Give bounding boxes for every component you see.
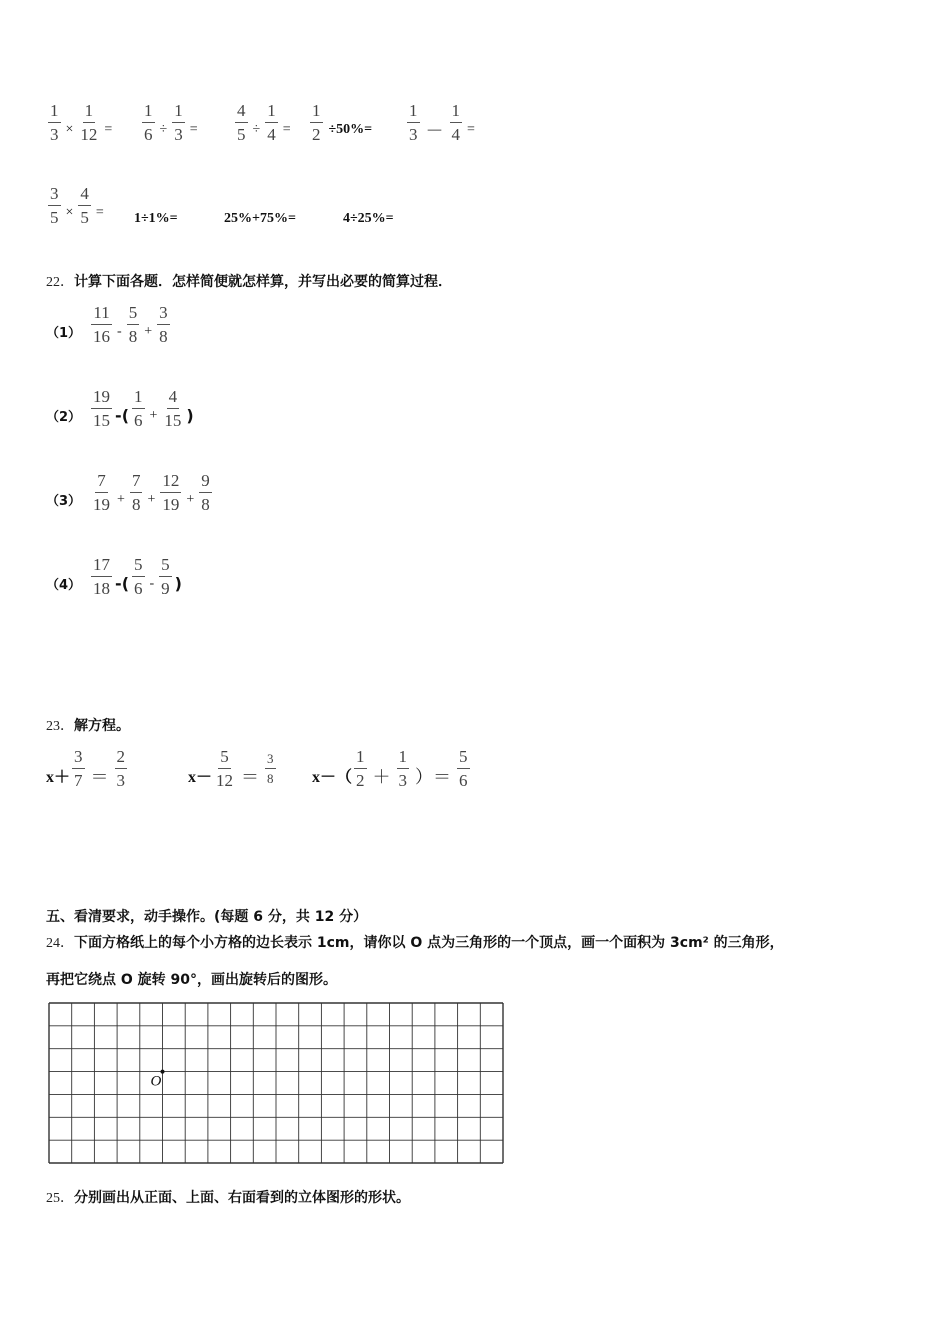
item-label: （1） xyxy=(46,326,82,341)
equals-sign: = xyxy=(282,121,291,137)
equation-1 xyxy=(46,748,129,789)
equals-sign: = xyxy=(95,204,104,220)
operator: -( xyxy=(115,406,129,425)
expr-row1-item3 xyxy=(233,102,294,143)
section-5-heading: 五、看清要求，动手操作。(每题 6 分，共 12 分） xyxy=(46,909,368,925)
question-number: 24． xyxy=(46,936,74,951)
question-text: 下面方格纸上的每个小方格的边长表示 1cm，请你以 O 点为三角形的一个顶点，画一个面积为 3cm² 的三角形， xyxy=(74,935,784,951)
question-24-line1 xyxy=(46,932,784,952)
item-label: （4） xyxy=(46,578,82,593)
question-title: 解方程。 xyxy=(74,718,130,734)
fraction: $\frac{3}{8}$ xyxy=(267,751,274,786)
equation-lhs: x＋ xyxy=(46,769,71,786)
question-title: 分别画出从正面、上面、右面看到的立体图形的形状。 xyxy=(74,1190,410,1206)
fraction: $\frac{4}{5}$ xyxy=(237,101,246,144)
fraction: $\frac{19}{15}$ xyxy=(93,387,111,430)
q22-item-3 xyxy=(46,472,214,513)
q22-item-1 xyxy=(46,304,172,345)
expr-row1-item4 xyxy=(308,102,372,143)
fraction: $\frac{1}{3}$ xyxy=(409,101,418,144)
closing-paren-equals: ）＝ xyxy=(415,766,452,788)
fraction: $\frac{5}{8}$ xyxy=(128,303,138,346)
fraction: $\frac{1}{4}$ xyxy=(267,101,276,144)
operator: × xyxy=(65,121,74,137)
operator: + xyxy=(147,491,156,507)
closing-paren: ) xyxy=(186,406,194,425)
fraction: $\frac{5}{6}$ xyxy=(134,555,143,598)
equation-lhs: x－（ xyxy=(312,769,353,786)
expression-plain: 25%+75%= xyxy=(224,211,296,226)
expression-plain: 4÷25%= xyxy=(343,211,394,226)
fraction: $\frac{4}{5}$ xyxy=(80,184,89,227)
operator: + xyxy=(149,407,158,423)
operator: ÷ xyxy=(159,121,168,137)
item-label: （3） xyxy=(46,494,82,509)
fraction: $\frac{1}{3}$ xyxy=(174,101,183,144)
fraction: $\frac{3}{8}$ xyxy=(159,303,168,346)
fraction: $\frac{5}{9}$ xyxy=(161,555,170,598)
grid-paper xyxy=(48,1002,504,1164)
question-24-line2: 再把它绕点 O 旋转 90°，画出旋转后的图形。 xyxy=(46,972,338,988)
operator: ＋ xyxy=(372,766,391,788)
question-number: 23． xyxy=(46,719,74,734)
expr-row1-item1 xyxy=(46,102,115,143)
question-title: 计算下面各题．怎样简便就怎样算，并写出必要的简算过程． xyxy=(74,274,452,290)
equals-sign: = xyxy=(104,121,113,137)
closing-paren: ) xyxy=(174,574,182,593)
equals-sign: = xyxy=(467,121,475,137)
fraction: $\frac{1}{3}$ xyxy=(50,101,59,144)
operator: + xyxy=(144,323,153,339)
operator: × xyxy=(65,204,74,220)
fraction: $\frac{11}{16}$ xyxy=(93,303,111,346)
q22-item-2 xyxy=(46,388,195,429)
operator: - xyxy=(117,323,122,339)
equation-3 xyxy=(312,748,472,789)
operator: -( xyxy=(115,574,129,593)
fraction: $\frac{5}{6}$ xyxy=(459,747,468,790)
point-o-label: O xyxy=(150,1073,162,1090)
fraction: $\frac{2}{3}$ xyxy=(116,747,126,790)
expr-row1-item2 xyxy=(140,102,201,143)
fraction: $\frac{1}{12}$ xyxy=(80,101,98,144)
question-23-heading xyxy=(46,715,130,735)
expression-tail: ÷50%= xyxy=(328,121,373,137)
fraction: $\frac{3}{5}$ xyxy=(50,184,59,227)
expr-row2-item1 xyxy=(46,185,107,226)
fraction: $\frac{1}{6}$ xyxy=(134,387,143,430)
fraction: $\frac{12}{19}$ xyxy=(162,471,180,514)
operator: + xyxy=(117,491,125,507)
fraction: $\frac{4}{15}$ xyxy=(164,387,182,430)
q22-item-4 xyxy=(46,556,183,597)
operator: + xyxy=(186,491,195,507)
operator: － xyxy=(425,120,444,142)
fraction: $\frac{7}{8}$ xyxy=(131,471,141,514)
fraction: $\frac{17}{18}$ xyxy=(93,555,111,598)
equals-sign: ＝ xyxy=(90,766,109,788)
question-22-heading xyxy=(46,271,452,291)
expr-row1-item5 xyxy=(405,102,478,143)
equals-sign: = xyxy=(189,121,198,137)
fraction: $\frac{1}{4}$ xyxy=(451,101,460,144)
expression-plain: 1÷1%= xyxy=(134,211,178,226)
equation-2 xyxy=(188,748,278,789)
fraction: $\frac{5}{12}$ xyxy=(216,747,234,790)
item-label: （2） xyxy=(46,410,82,425)
equation-lhs: x－ xyxy=(188,769,213,786)
question-number: 25． xyxy=(46,1191,74,1206)
fraction: $\frac{1}{2}$ xyxy=(312,101,321,144)
operator: - xyxy=(149,575,155,591)
fraction: $\frac{1}{6}$ xyxy=(144,101,153,144)
fraction: $\frac{9}{8}$ xyxy=(201,471,210,514)
operator: ÷ xyxy=(252,121,261,137)
question-25-heading xyxy=(46,1187,410,1207)
fraction: $\frac{3}{7}$ xyxy=(74,747,83,790)
fraction: $\frac{1}{3}$ xyxy=(398,747,408,790)
equals-sign: ＝ xyxy=(241,766,260,788)
question-number: 22． xyxy=(46,275,74,290)
fraction: $\frac{7}{19}$ xyxy=(93,471,111,514)
fraction: $\frac{1}{2}$ xyxy=(356,747,365,790)
